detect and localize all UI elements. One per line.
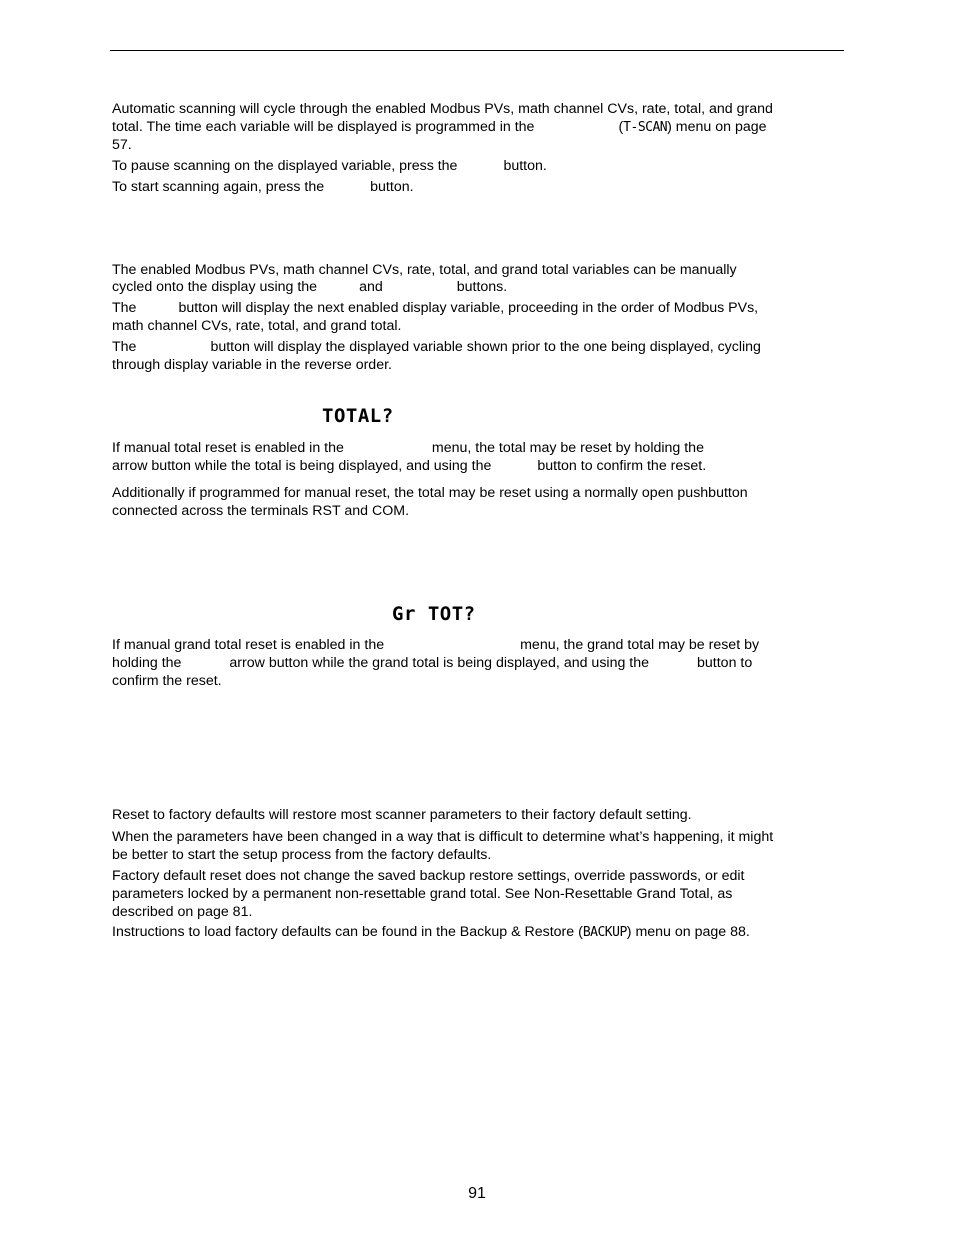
text: Instructions to load factory defaults can be found in the Backup & Restore ( [112,924,583,940]
text: To start scanning again, press the [112,179,325,195]
text: arrow button while the total is being displayed, and using the [112,458,492,474]
manual-para-line2 [112,278,842,296]
pushbutton-line1: Additionally if programmed for manual reset, the total may be reset using a normally open pushbutton [112,485,748,501]
total-reset-line1 [112,439,842,457]
total-reset-line2 [112,457,842,475]
start-para [112,178,842,196]
text: and [359,279,383,295]
text: button to [697,655,753,671]
prev-para-line2: through display variable in the reverse order. [112,357,392,373]
text: buttons. [456,279,508,295]
backup-code: BACKUP [582,925,627,940]
pushbutton-line2: connected across the terminals RST and COM. [112,503,410,519]
changed-para-line2: be better to start the setup process from the factory defaults. [112,847,492,863]
text: menu, the total may be reset by holding the [431,440,704,456]
pause-para [112,157,842,175]
default-reset-line3: described on page 81. [112,904,253,920]
prev-para-line1 [112,338,842,356]
text: If manual total reset is enabled in the [112,440,344,456]
scan-para-line2: total. The time each variable will be displayed is programmed in the (T-SCAN) menu on page [112,119,767,135]
text: holding the [112,655,182,671]
default-reset-line1: Factory default reset does not change the saved backup restore settings, override passwords, or edit [112,868,745,884]
grand-total-lcd-heading: Gr TOT? [392,603,476,625]
grand-reset-line3: confirm the reset. [112,673,222,689]
next-para-line1 [112,299,842,317]
text: ) menu on page [667,119,767,135]
t-scan-code: T-SCAN [623,120,668,135]
text: cycled onto the display using the [112,279,318,295]
text: ) menu on page 88. [626,924,750,940]
text: button will display the next enabled display variable, proceeding in the order of Modbus PVs, [178,300,759,316]
changed-para-line1: When the parameters have been changed in a way that is difficult to determine what’s happening, it might [112,829,774,845]
factory-para: Reset to factory defaults will restore most scanner parameters to their factory default setting. [112,807,692,823]
default-reset-line2: parameters locked by a permanent non-resettable grand total. See Non-Resettable Grand Total, as [112,886,733,902]
text: The [112,300,137,316]
grand-reset-line1 [112,636,842,654]
grand-reset-line2 [112,654,842,672]
scan-para-line1: Automatic scanning will cycle through the enabled Modbus PVs, math channel CVs, rate, total, and grand [112,101,773,117]
text: The [112,339,137,355]
text: button to confirm the reset. [537,458,707,474]
total-lcd-heading: TOTAL? [322,405,394,427]
next-para-line2: math channel CVs, rate, total, and grand total. [112,318,402,334]
text: If manual grand total reset is enabled in the [112,637,385,653]
text: menu, the grand total may be reset by [520,637,760,653]
manual-para-line1: The enabled Modbus PVs, math channel CVs, rate, total, and grand total variables can be manually [112,262,737,278]
header-rule [110,50,844,51]
text: arrow button while the grand total is being displayed, and using the [229,655,650,671]
page-number: 91 [468,1185,486,1202]
text: button. [503,158,547,174]
text: To pause scanning on the displayed variable, press the [112,158,458,174]
scan-para-line3: 57. [112,137,132,153]
text: button will display the displayed variable shown prior to the one being displayed, cycling [210,339,761,355]
instructions-para [112,923,842,942]
text: total. The time each variable will be displayed is programmed in the [112,119,535,135]
text: button. [370,179,414,195]
